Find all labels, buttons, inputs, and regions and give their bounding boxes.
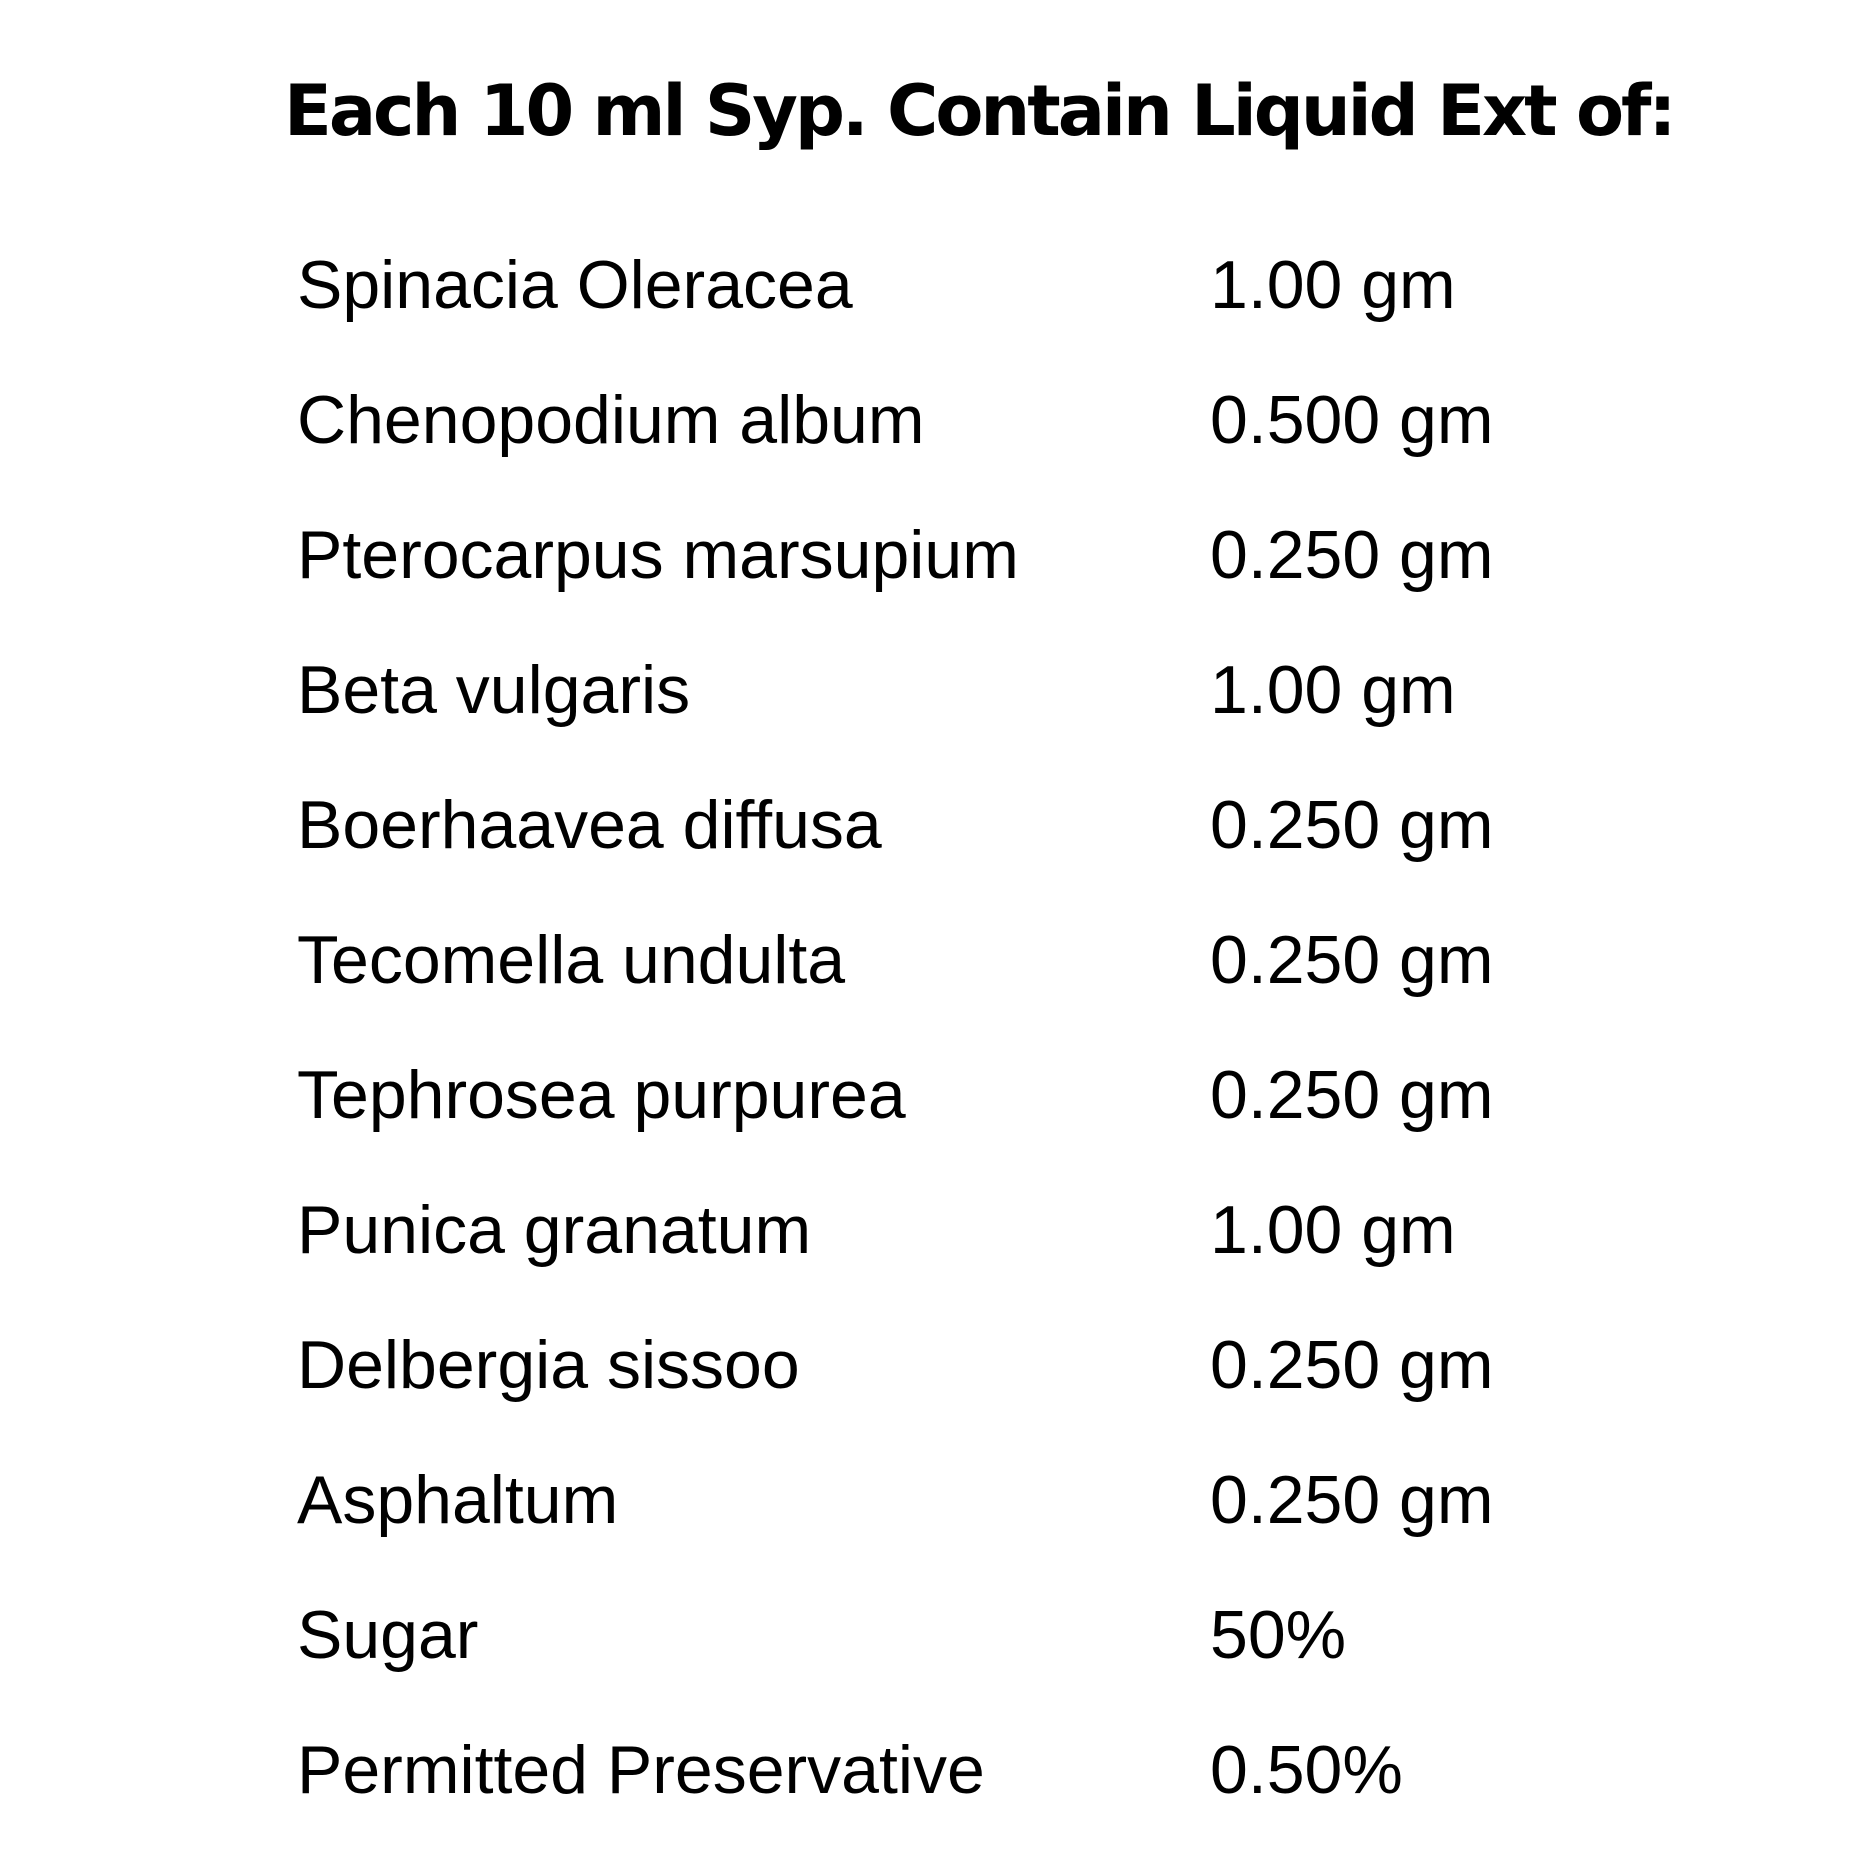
ingredient-row xyxy=(297,1040,1597,1175)
ingredient-name: Spinacia Oleracea xyxy=(297,247,853,323)
ingredient-quantity: 0.500 gm xyxy=(1210,382,1494,458)
ingredient-quantity: 0.250 gm xyxy=(1210,1057,1494,1133)
ingredient-row xyxy=(297,500,1597,635)
ingredient-name: Delbergia sissoo xyxy=(297,1327,800,1403)
ingredient-quantity: 0.250 gm xyxy=(1210,787,1494,863)
ingredient-name: Pterocarpus marsupium xyxy=(297,517,1019,593)
ingredient-quantity: 0.250 gm xyxy=(1210,922,1494,998)
ingredient-name: Asphaltum xyxy=(297,1462,619,1538)
ingredient-quantity: 0.250 gm xyxy=(1210,1327,1494,1403)
ingredient-name: Punica granatum xyxy=(297,1192,812,1268)
ingredient-name: Chenopodium album xyxy=(297,382,925,458)
ingredient-row xyxy=(297,1445,1597,1580)
ingredient-name: Boerhaavea diffusa xyxy=(297,787,882,863)
ingredient-row xyxy=(297,1310,1597,1445)
ingredient-quantity: 50% xyxy=(1210,1597,1347,1673)
ingredient-row xyxy=(297,1175,1597,1310)
ingredient-quantity: 0.250 gm xyxy=(1210,517,1494,593)
ingredient-name: Permitted Preservative xyxy=(297,1732,985,1808)
ingredient-row xyxy=(297,365,1597,500)
ingredient-row xyxy=(297,230,1597,365)
ingredient-quantity: 1.00 gm xyxy=(1210,247,1456,323)
composition-heading: Each 10 ml Syp. Contain Liquid Ext of: xyxy=(284,70,1674,152)
ingredient-quantity: 0.250 gm xyxy=(1210,1462,1494,1538)
ingredient-name: Tecomella undulta xyxy=(297,922,846,998)
ingredient-quantity: 1.00 gm xyxy=(1210,1192,1456,1268)
ingredient-row xyxy=(297,1715,1597,1850)
ingredient-quantity: 1.00 gm xyxy=(1210,652,1456,728)
ingredient-list xyxy=(297,230,1597,1850)
ingredient-row xyxy=(297,635,1597,770)
ingredient-name: Tephrosea purpurea xyxy=(297,1057,906,1133)
ingredient-quantity: 0.50% xyxy=(1210,1732,1403,1808)
ingredient-row xyxy=(297,770,1597,905)
ingredient-row xyxy=(297,1580,1597,1715)
ingredient-name: Sugar xyxy=(297,1597,479,1673)
ingredient-row xyxy=(297,905,1597,1040)
ingredient-name: Beta vulgaris xyxy=(297,652,691,728)
